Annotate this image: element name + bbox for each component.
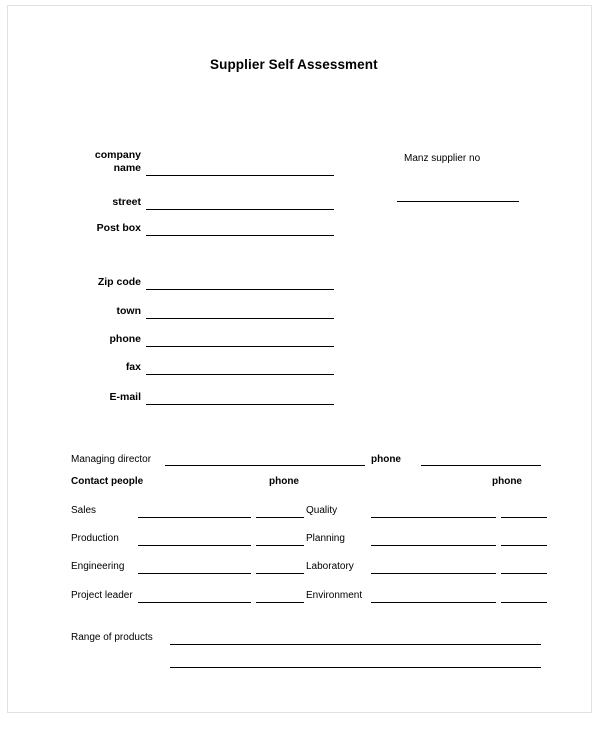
input-manz-supplier-no[interactable] — [397, 201, 519, 202]
contact-label-production: Production — [71, 533, 119, 544]
contact-label-planning: Planning — [306, 533, 345, 544]
input-environment-name[interactable] — [371, 602, 496, 603]
field-label-fax — [38, 361, 141, 374]
input-engineering-phone[interactable] — [256, 573, 304, 574]
contact-label-project-leader: Project leader — [71, 590, 133, 601]
input-environment-phone[interactable] — [501, 602, 547, 603]
input-laboratory-name[interactable] — [371, 573, 496, 574]
input-production-phone[interactable] — [256, 545, 304, 546]
input-phone[interactable] — [146, 346, 334, 347]
input-sales-phone[interactable] — [256, 517, 304, 518]
input-post-box[interactable] — [146, 235, 334, 236]
field-label-phone — [38, 333, 141, 346]
field-label-post-box — [38, 222, 141, 235]
input-production-name[interactable] — [138, 545, 251, 546]
document-page — [7, 5, 592, 713]
field-label-email — [38, 391, 141, 404]
input-project-leader-phone[interactable] — [256, 602, 304, 603]
input-quality-name[interactable] — [371, 517, 496, 518]
label-line-1: company — [94, 149, 141, 161]
input-sales-name[interactable] — [138, 517, 251, 518]
field-label-town — [38, 305, 141, 318]
field-label-manz-supplier-no: Manz supplier no — [404, 153, 481, 164]
label-line-2: name — [113, 161, 141, 174]
contact-label-quality: Quality — [306, 505, 338, 516]
label-line-1: fax — [125, 361, 141, 373]
label-line-1: Zip code — [97, 276, 141, 288]
field-label-zip-code — [38, 276, 141, 289]
label-line-1: street — [112, 196, 141, 208]
input-company-name[interactable] — [146, 175, 334, 176]
contact-label-engineering: Engineering — [71, 561, 125, 572]
contact-phone-heading-left: phone — [269, 476, 299, 487]
input-town[interactable] — [146, 318, 334, 319]
field-label-managing-director: Managing director — [71, 454, 152, 465]
input-laboratory-phone[interactable] — [501, 573, 547, 574]
label-line-1: phone — [109, 333, 141, 345]
page-title: Supplier Self Assessment — [210, 57, 378, 72]
label-line-1: town — [116, 305, 141, 317]
input-engineering-name[interactable] — [138, 573, 251, 574]
field-label-street — [38, 196, 141, 209]
input-fax[interactable] — [146, 374, 334, 375]
input-project-leader-name[interactable] — [138, 602, 251, 603]
input-managing-director-name[interactable] — [165, 465, 365, 466]
field-label-managing-director-phone: phone — [371, 454, 401, 465]
field-label-range-of-products: Range of products — [71, 632, 153, 643]
input-planning-phone[interactable] — [501, 545, 547, 546]
label-line-1: E-mail — [109, 391, 141, 403]
input-managing-director-phone[interactable] — [421, 465, 541, 466]
contact-people-heading: Contact people — [71, 476, 144, 487]
contact-label-environment: Environment — [306, 590, 363, 601]
contact-label-laboratory: Laboratory — [306, 561, 354, 572]
label-line-1: Post box — [96, 222, 141, 234]
field-label-company-name — [38, 149, 141, 174]
input-email[interactable] — [146, 404, 334, 405]
input-zip-code[interactable] — [146, 289, 334, 290]
contact-phone-heading-right: phone — [492, 476, 522, 487]
input-quality-phone[interactable] — [501, 517, 547, 518]
input-planning-name[interactable] — [371, 545, 496, 546]
input-street[interactable] — [146, 209, 334, 210]
input-range-of-products-line-2[interactable] — [170, 667, 541, 668]
contact-label-sales: Sales — [71, 505, 97, 516]
input-range-of-products-line-1[interactable] — [170, 644, 541, 645]
